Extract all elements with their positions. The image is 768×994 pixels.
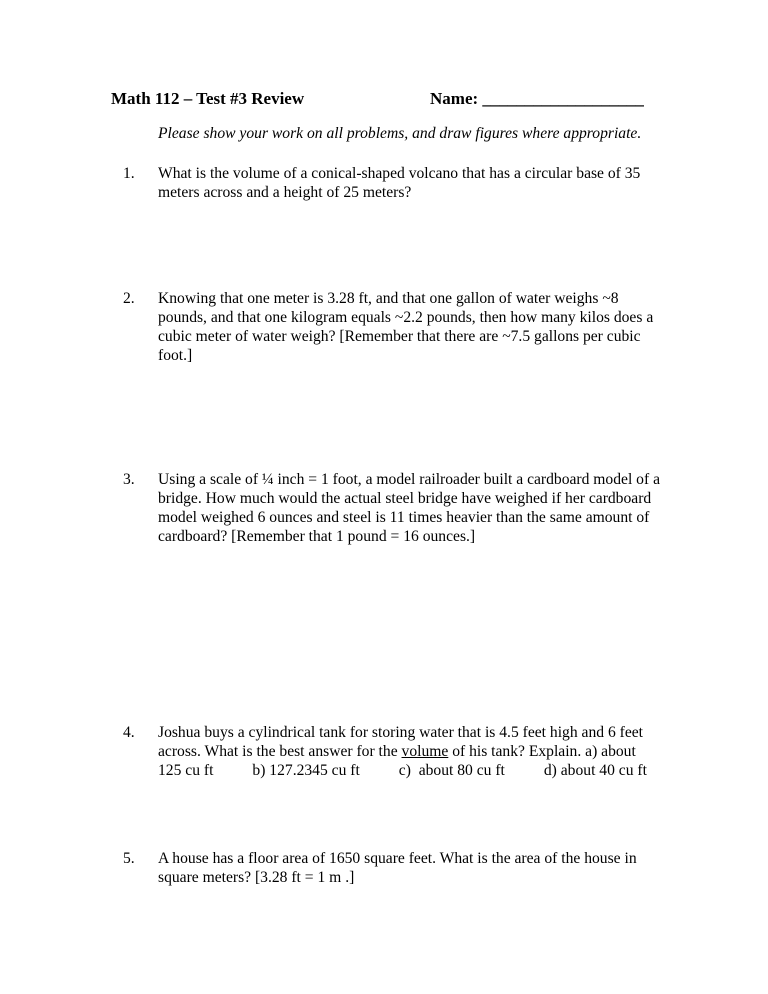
problem-text: A house has a floor area of 1650 square feet. What is the area of the house in square meters? [3.28 ft = 1 m .] [158, 850, 637, 886]
problem-number: 2. [123, 290, 135, 307]
problem-number: 3. [123, 471, 135, 488]
problem-number: 5. [123, 850, 135, 867]
problem-number: 4. [123, 724, 135, 741]
problem-text-part: Joshua buys a cylindrical tank for storing water that is 4.5 feet high and 6 feet across. What is the best answer for the [158, 724, 644, 760]
problem-text [158, 723, 670, 780]
problem-text: Knowing that one meter is 3.28 ft, and that one gallon of water weighs ~8 pounds, and that one kilogram equals ~2.2 pounds, then how many kilos does a cubic meter of water weigh? [Remember that there are ~7.5 gallons per cubic foot.] [158, 290, 654, 364]
problem-text-part: of his tank? Explain. a) about [448, 743, 636, 760]
underlined-word: volume [401, 743, 449, 760]
test-title: Math 112 – Test #3 Review [111, 89, 305, 108]
problem-number: 1. [123, 165, 135, 182]
answer-choices: 125 cu ft b) 127.2345 cu ft c) about 80 cu ft d) about 40 cu ft [158, 762, 647, 779]
header [111, 89, 671, 113]
instructions: Please show your work on all problems, and draw figures where appropriate. [158, 125, 642, 142]
problem-text: What is the volume of a conical-shaped volcano that has a circular base of 35 meters across and a height of 25 meters? [158, 165, 641, 201]
name-field-label: Name: ___________________ [430, 89, 644, 108]
problem-text: Using a scale of ¼ inch = 1 foot, a model railroader built a cardboard model of a bridge. How much would the actual steel bridge have weighed if her cardboard model weighed 6 ounces and steel is 11 times heavier than the same amount of cardboard? [Remember that 1 pound = 16 ounces.] [158, 471, 660, 545]
